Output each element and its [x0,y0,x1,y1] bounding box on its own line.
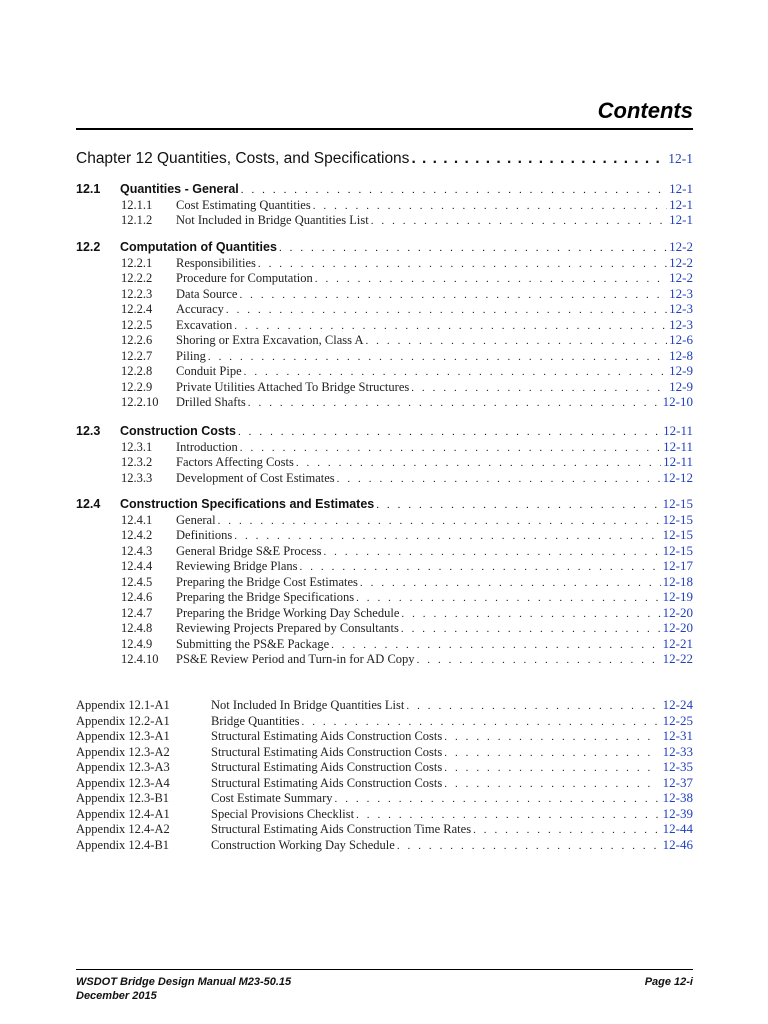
subsection-entry-title: Reviewing Bridge Plans [176,559,298,573]
appendix-entry[interactable] [76,713,693,729]
subsection-entry[interactable] [121,574,693,590]
appendix-entry-page-link[interactable]: 12-46 [662,836,693,852]
footer-manual: WSDOT Bridge Design Manual M23-50.15 [76,976,292,988]
subsection-entry-page-link[interactable]: 12-15 [662,511,693,527]
subsection-entry-title: Piling [176,348,206,363]
subsection-entry[interactable] [121,620,693,636]
subsection-entry-page-link[interactable]: 12-1 [669,212,693,227]
dot-leader [401,608,660,620]
dot-leader [401,623,661,635]
dot-leader [417,654,661,666]
dot-leader [300,561,661,573]
dot-leader [444,731,658,743]
subsection-entry-number: 12.2.7 [121,348,153,363]
subsection-entry-number: 12.2.1 [121,255,153,270]
appendix-entry-number: Appendix 12.3-A4 [76,775,170,790]
subsection-entry[interactable] [121,270,693,286]
subsection-entry-number: 12.2.8 [121,364,153,378]
subsection-entry-number: 12.4.10 [121,652,159,666]
subsection-entry-page-link[interactable]: 12-15 [662,542,693,558]
subsection-entry-number: 12.2.3 [121,286,153,301]
subsection-entry-page-link[interactable]: 12-20 [662,620,693,635]
dot-leader [411,150,666,168]
subsection-entry[interactable] [121,379,693,395]
appendix-entry[interactable] [76,759,693,775]
subsection-entry-number: 12.4.1 [121,512,153,527]
dot-leader [371,215,667,227]
appendix-entry-title: Construction Working Day Schedule [211,837,395,852]
subsection-entry[interactable] [121,470,693,486]
subsection-entry-title: Excavation [176,317,233,332]
appendix-entry-number: Appendix 12.3-B1 [76,791,170,805]
subsection-entry-page-link[interactable]: 12-3 [669,285,693,301]
subsection-entry[interactable] [121,394,693,410]
appendix-entry-title: Structural Estimating Aids Construction Time Rates [211,822,472,836]
subsection-entry-number: 12.2.5 [121,317,153,332]
subsection-entry[interactable] [121,301,693,317]
appendix-entry-page-link[interactable]: 12-35 [662,759,693,774]
subsection-entry[interactable] [121,317,693,333]
subsection-entry-number: 12.4.8 [121,621,153,635]
subsection-entry-number: 12.4.9 [121,636,153,651]
dot-leader [244,366,668,378]
dot-leader [337,473,661,485]
header-rule [76,128,693,130]
dot-leader [444,762,658,774]
chapter-entry[interactable] [76,150,693,172]
subsection-entry[interactable] [121,286,693,302]
appendix-entry[interactable] [76,697,693,713]
subsection-entry-title: Factors Affecting Costs [176,455,294,469]
page-title: Contents [597,98,693,123]
subsection-entry-title: Reviewing Projects Prepared by Consultants [176,621,399,635]
section-entry-number: 12.1 [76,182,101,196]
dot-leader [444,778,658,790]
subsection-entry[interactable] [121,332,693,348]
subsection-entry[interactable] [121,589,693,605]
subsection-entry-page-link[interactable]: 12-8 [669,347,693,363]
appendix-entry-title: Not Included In Bridge Quantities List [211,698,405,712]
subsection-entry-title: Responsibilities [176,255,256,270]
subsection-entry-number: 12.4.4 [121,559,153,573]
dot-leader [258,258,667,270]
section-entry[interactable] [76,496,693,512]
subsection-entry-page-link[interactable]: 12-18 [662,573,693,589]
dot-leader [313,200,667,212]
subsection-entry-page-link[interactable]: 12-9 [669,378,693,394]
subsection-entry-title: Private Utilities Attached To Bridge Structures [176,379,410,394]
section-entry-title: Construction Costs [120,424,236,438]
appendix-entry-title: Structural Estimating Aids Construction Costs [211,760,443,774]
subsection-entry-number: 12.4.5 [121,574,153,589]
dot-leader [241,184,667,196]
appendix-entry[interactable] [76,806,693,822]
subsection-entry[interactable] [121,363,693,379]
dot-leader [239,289,667,301]
subsection-entry-page-link[interactable]: 12-11 [663,438,693,454]
section-entry-number: 12.2 [76,240,101,254]
appendix-entry-title: Cost Estimate Summary [211,791,333,805]
subsection-entry-title: Preparing the Bridge Cost Estimates [176,574,358,589]
subsection-entry[interactable] [121,636,693,652]
appendix-entry-page-link[interactable]: 12-38 [662,790,693,805]
subsection-entry-page-link[interactable]: 12-6 [669,332,693,347]
dot-leader [335,793,659,805]
appendix-entry-number: Appendix 12.3-A2 [76,744,170,759]
footer-page-number: Page 12-i [644,976,693,988]
dot-leader [296,457,661,469]
subsection-entry-page-link[interactable]: 12-9 [669,363,693,378]
section-entry-title: Computation of Quantities [120,240,277,254]
section-entry-page-link[interactable]: 12-15 [662,496,693,511]
dot-leader [248,397,661,409]
dot-leader [323,546,660,558]
subsection-entry-title: Conduit Pipe [176,364,242,378]
subsection-entry-number: 12.1.2 [121,213,153,227]
appendix-entry-title: Structural Estimating Aids Construction Costs [211,775,443,790]
subsection-entry-page-link[interactable]: 12-20 [662,604,693,620]
dot-leader [240,442,661,454]
dot-leader [279,242,667,254]
appendix-entry-title: Structural Estimating Aids Construction Costs [211,744,443,759]
subsection-entry[interactable] [121,651,693,667]
subsection-entry-page-link[interactable]: 12-15 [662,527,693,542]
subsection-entry-page-link[interactable]: 12-19 [662,589,693,604]
appendix-entry-number: Appendix 12.3-A1 [76,729,170,743]
subsection-entry-page-link[interactable]: 12-12 [662,469,693,485]
subsection-entry[interactable] [121,512,693,528]
subsection-entry-title: Not Included in Bridge Quantities List [176,213,369,227]
subsection-entry[interactable] [121,558,693,574]
appendix-entry[interactable] [76,775,693,791]
appendix-entry-number: Appendix 12.4-B1 [76,837,170,852]
subsection-entry-title: Shoring or Extra Excavation, Class A [176,333,364,347]
subsection-entry-title: Cost Estimating Quantities [176,197,311,212]
subsection-entry-number: 12.2.2 [121,271,153,285]
dot-leader [356,809,659,821]
section-entry-title: Construction Specifications and Estimates [120,497,375,511]
section-entry-number: 12.3 [76,424,101,438]
section-entry[interactable] [76,239,693,255]
subsection-entry-page-link[interactable]: 12-21 [662,635,693,651]
dot-leader [302,716,659,728]
chapter-title: Chapter 12 Quantities, Costs, and Specifications [76,150,410,167]
subsection-entry-title: General [176,512,216,527]
appendix-entry[interactable] [76,821,693,837]
subsection-entry-title: Data Source [176,286,238,301]
subsection-entry-title: Introduction [176,439,238,454]
subsection-entry-title: PS&E Review Period and Turn-in for AD Copy [176,652,415,666]
section-entry-page-link[interactable]: 12-1 [669,181,693,196]
subsection-entry-number: 12.4.7 [121,605,153,620]
subsection-entry-title: Preparing the Bridge Working Day Schedule [176,605,400,620]
subsection-entry-page-link[interactable]: 12-3 [669,301,693,316]
subsection-entry[interactable] [121,439,693,455]
subsection-entry-title: Development of Cost Estimates [176,470,335,485]
dot-leader [376,499,660,511]
subsection-entry-number: 12.1.1 [121,197,153,212]
dot-leader [397,840,659,852]
dot-leader [315,273,667,285]
subsection-entry-title: Procedure for Computation [176,271,313,285]
subsection-entry-number: 12.3.1 [121,439,153,454]
dot-leader [234,320,667,332]
section-entry[interactable] [76,423,693,439]
chapter-page-link[interactable]: 12-1 [668,151,693,166]
subsection-entry-page-link[interactable]: 12-22 [662,651,693,666]
appendix-entry[interactable] [76,744,693,760]
appendix-entry-page-link[interactable]: 12-44 [662,821,693,836]
appendix-entry[interactable] [76,728,693,744]
subsection-entry-page-link[interactable]: 12-3 [669,316,693,332]
subsection-entry[interactable] [121,197,693,213]
appendix-entry-title: Bridge Quantities [211,713,300,728]
section-entry[interactable] [76,181,693,197]
appendix-entry-page-link[interactable]: 12-24 [662,697,693,712]
dot-leader [234,530,660,542]
appendix-entry-page-link[interactable]: 12-37 [662,774,693,790]
subsection-entry-title: General Bridge S&E Process [176,543,322,558]
appendix-entry-page-link[interactable]: 12-39 [662,805,693,821]
section-entry-number: 12.4 [76,497,101,511]
dot-leader [360,577,661,589]
section-entry-page-link[interactable]: 12-2 [669,239,693,254]
subsection-entry-number: 12.3.3 [121,470,153,485]
section-entry-page-link[interactable]: 12-11 [663,423,693,438]
subsection-entry[interactable] [121,454,693,470]
dot-leader [218,515,661,527]
dot-leader [444,747,658,759]
subsection-entry-title: Definitions [176,528,233,542]
appendix-entry-title: Special Provisions Checklist [211,806,355,821]
appendix-entry-number: Appendix 12.2-A1 [76,713,170,728]
appendix-entry-page-link[interactable]: 12-31 [662,728,693,743]
subsection-entry-page-link[interactable]: 12-10 [662,394,693,409]
appendix-entry-number: Appendix 12.4-A2 [76,822,170,836]
subsection-entry[interactable] [121,348,693,364]
subsection-entry-page-link[interactable]: 12-2 [669,254,693,270]
dot-leader [473,824,659,836]
dot-leader [238,426,661,438]
footer-date: December 2015 [76,990,157,1002]
dot-leader [411,382,667,394]
appendix-entry-page-link[interactable]: 12-25 [662,712,693,728]
footer-rule [76,969,693,970]
subsection-entry-number: 12.2.4 [121,302,153,316]
subsection-entry[interactable] [121,543,693,559]
appendix-entry[interactable] [76,790,693,806]
appendix-entry-page-link[interactable]: 12-33 [662,743,693,759]
appendix-entry[interactable] [76,837,693,853]
dot-leader [406,700,658,712]
subsection-entry-number: 12.4.3 [121,543,153,558]
subsection-entry[interactable] [121,212,693,228]
subsection-entry-title: Submitting the PS&E Package [176,636,330,651]
appendix-entry-title: Structural Estimating Aids Construction Costs [211,729,443,743]
subsection-entry[interactable] [121,527,693,543]
subsection-entry-number: 12.2.6 [121,333,153,347]
subsection-entry-page-link[interactable]: 12-2 [669,270,693,285]
appendix-entry-number: Appendix 12.1-A1 [76,698,170,712]
subsection-entry-number: 12.3.2 [121,455,153,469]
dot-leader [365,335,667,347]
subsection-entry[interactable] [121,255,693,271]
subsection-entry-number: 12.2.9 [121,379,153,394]
dot-leader [208,351,667,363]
dot-leader [356,592,661,604]
subsection-entry-number: 12.4.6 [121,590,153,604]
subsection-entry-title: Accuracy [176,302,224,316]
appendix-entry-number: Appendix 12.4-A1 [76,806,170,821]
dot-leader [226,304,667,316]
appendix-entry-number: Appendix 12.3-A3 [76,760,170,774]
subsection-entry-number: 12.2.10 [121,395,159,409]
dot-leader [331,639,661,651]
subsection-entry-title: Preparing the Bridge Specifications [176,590,355,604]
subsection-entry-page-link[interactable]: 12-1 [669,196,693,212]
subsection-entry[interactable] [121,605,693,621]
subsection-entry-page-link[interactable]: 12-17 [662,558,693,573]
subsection-entry-number: 12.4.2 [121,528,153,542]
section-entry-title: Quantities - General [120,182,239,196]
subsection-entry-page-link[interactable]: 12-11 [663,454,693,469]
subsection-entry-title: Drilled Shafts [176,395,246,409]
